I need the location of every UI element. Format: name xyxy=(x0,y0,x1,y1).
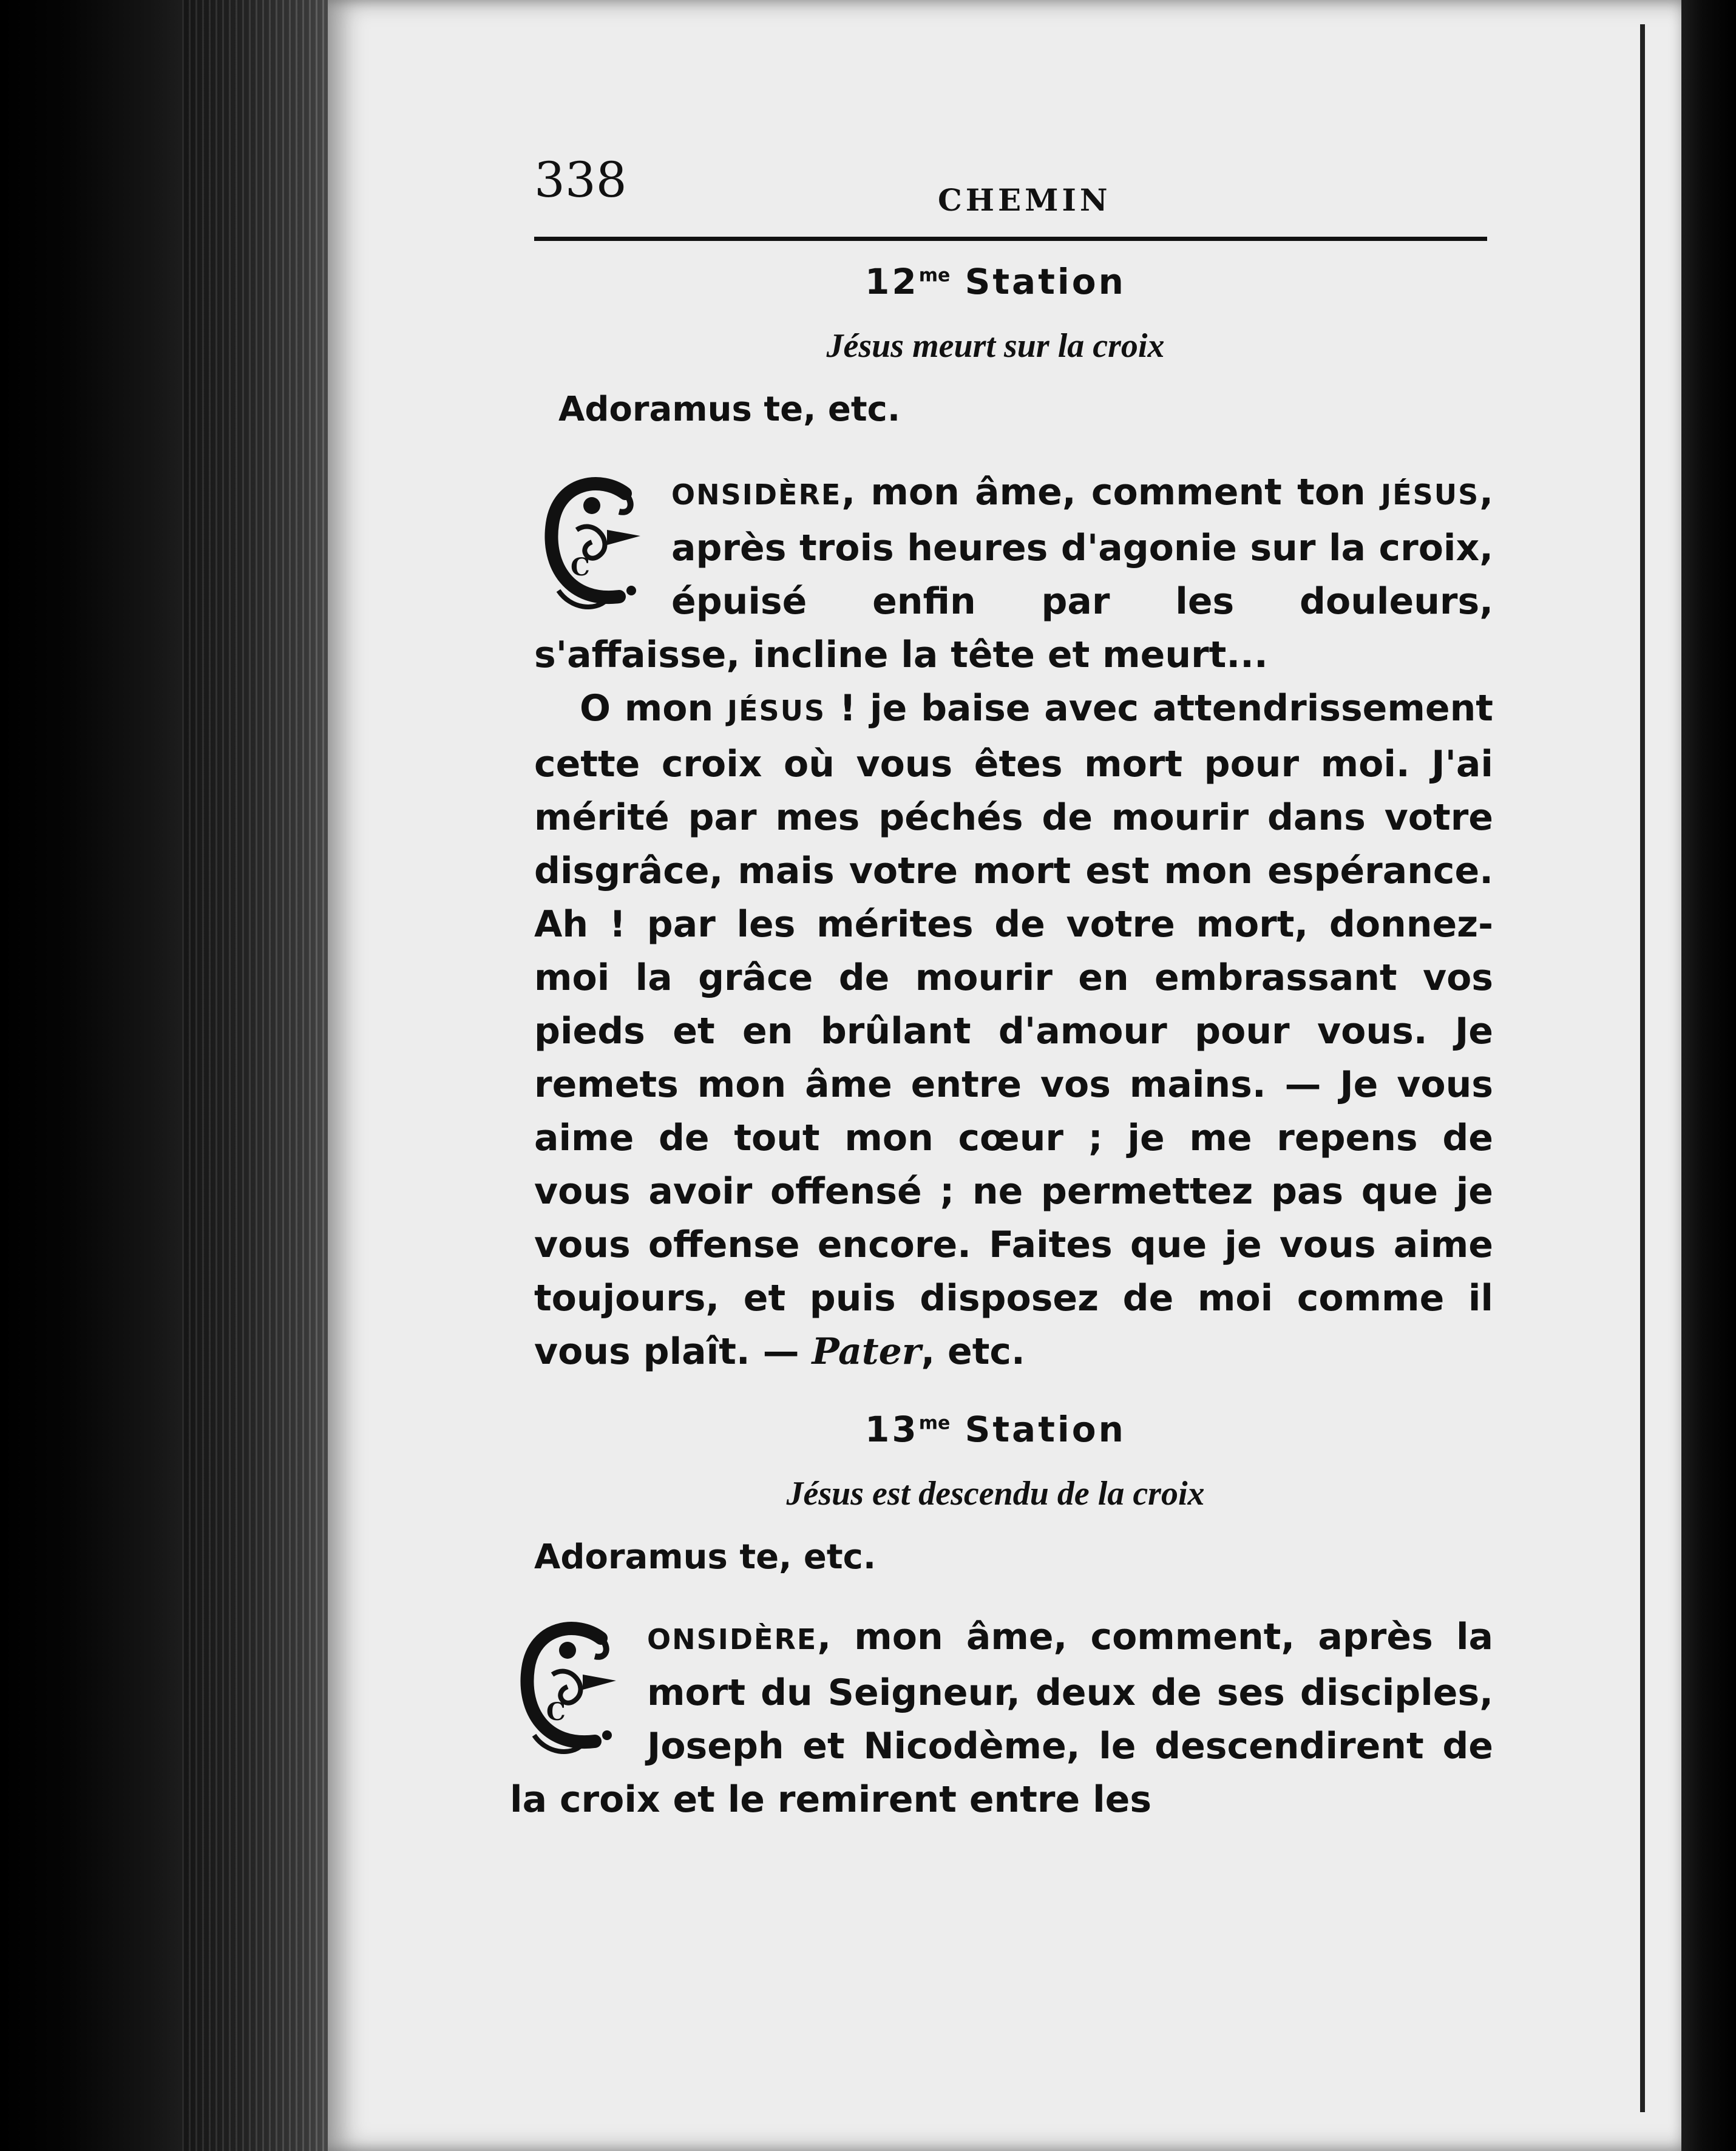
page-number: 338 xyxy=(534,152,627,208)
station-13-suffix: me xyxy=(918,1412,951,1434)
station-13-subtitle: Jésus est descendu de la croix xyxy=(786,1475,1205,1512)
station-13-number: 13 xyxy=(865,1409,919,1450)
station-12-paragraph-2: O mon JÉSUS ! je baise avec attendrissement cette croix où vous êtes mort pour moi. J'ai mérité par mes péchés de mourir dans votre disgrâce, mais votre mort est mon espérance. Ah ! par les mérites de votre mort, donnez-moi la grâce de mourir en embrassant vos pieds et en brûlant d'amour pour vous. Je remets mon âme entre vos mains. — Je vous aime de tout mon cœur ; je me repens de vous avoir offensé ; ne permettez pas que je vous offense encore. Faites que je vous aime toujours, et puis disposez de moi comme il vous plaît. — Pater, etc. xyxy=(534,687,1493,1373)
station-13-word: Station xyxy=(965,1409,1126,1450)
station-12-number: 12 xyxy=(865,261,919,302)
ornamental-drop-cap xyxy=(510,1614,631,1760)
station-12-heading xyxy=(498,261,1493,302)
svg-text:C: C xyxy=(546,1698,566,1726)
station-13-paragraph-1: ONSIDÈRE, mon âme, comment, après la mort du Seigneur, deux de ses disciples, Joseph et Nicodème, le descendirent de la croix et le remirent entre les xyxy=(510,1616,1493,1821)
station-12-paragraph-1: ONSIDÈRE, mon âme, comment ton JÉSUS, après trois heures d'agonie sur la croix, épuisé enfin par les douleurs, s'affaisse, incline la tête et meurt... xyxy=(534,471,1493,676)
station-12-lead-word: ONSIDÈRE xyxy=(671,478,842,511)
page-edges xyxy=(182,0,340,2151)
station-12-suffix: me xyxy=(918,265,951,286)
header-rule xyxy=(534,237,1487,241)
page-crease xyxy=(1640,24,1645,2112)
station-12-body xyxy=(498,466,1493,1378)
running-title: CHEMIN xyxy=(938,182,1111,218)
station-12-word: Station xyxy=(965,261,1126,302)
station-13-adoramus: Adoramus te, etc. xyxy=(534,1537,876,1577)
drop-cap-c-icon xyxy=(510,1614,631,1760)
station-13-body xyxy=(498,1610,1493,1826)
drop-cap-c-icon xyxy=(534,469,656,615)
page-content xyxy=(498,140,1493,1826)
station-12-subtitle: Jésus meurt sur la croix xyxy=(826,327,1165,365)
station-12-adoramus: Adoramus te, etc. xyxy=(558,390,901,429)
svg-text:C: C xyxy=(571,553,590,581)
ornamental-drop-cap xyxy=(534,469,656,615)
right-book-edge xyxy=(1681,0,1736,2151)
station-13-lead-word: ONSIDÈRE xyxy=(647,1623,818,1656)
running-head xyxy=(498,140,1493,231)
station-13-heading xyxy=(498,1409,1493,1450)
